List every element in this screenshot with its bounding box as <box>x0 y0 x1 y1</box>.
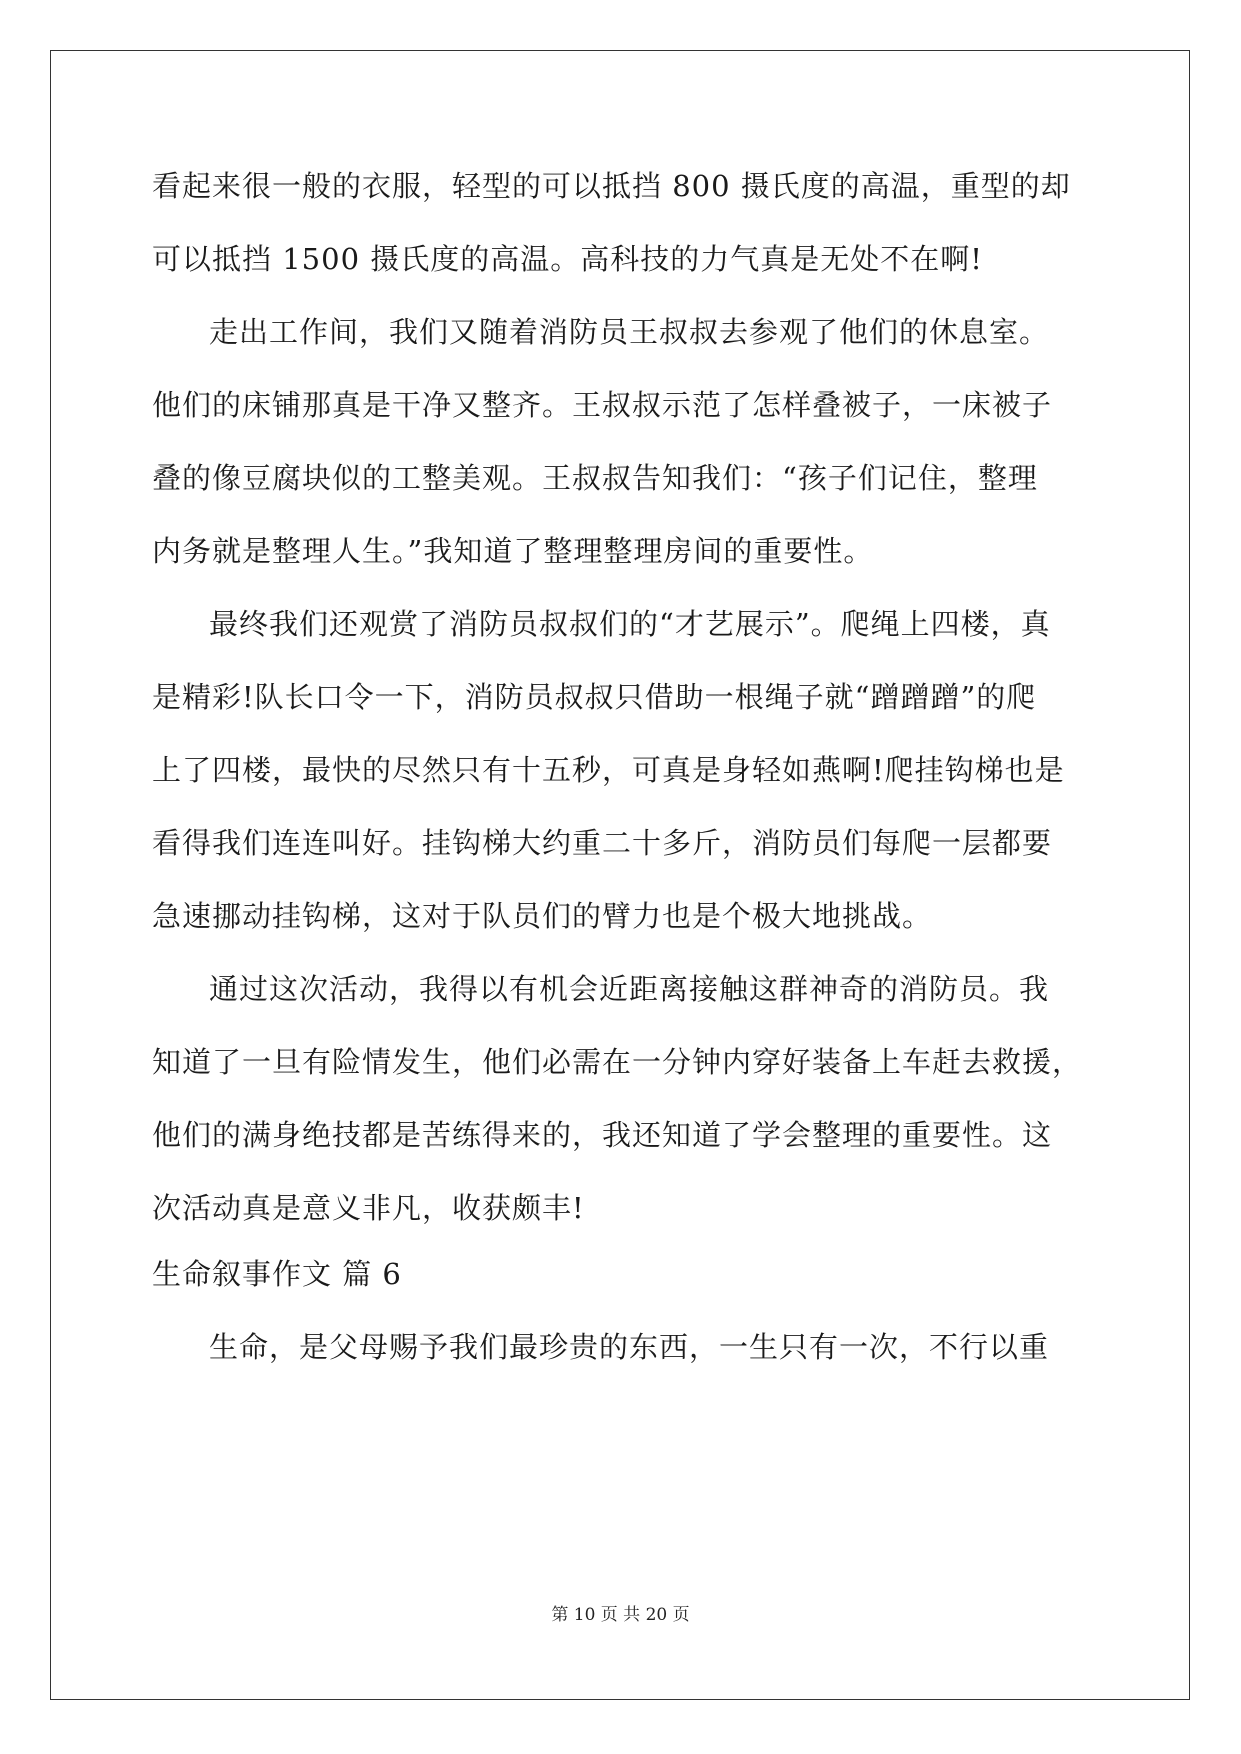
text-line: 知道了一旦有险情发生，他们必需在一分钟内穿好装备上车赶去救援， <box>152 1045 1083 1079</box>
text-line: 最终我们还观赏了消防员叔叔们的“才艺展示”。爬绳上四楼，真 <box>209 607 1051 641</box>
page-border <box>50 50 1190 1700</box>
text-line: 看起来很一般的衣服，轻型的可以抵挡 800 摄氏度的高温，重型的却 <box>152 169 1071 203</box>
section-heading: 生命叙事作文 篇 6 <box>152 1257 402 1291</box>
text-line: 他们的床铺那真是干净又整齐。王叔叔示范了怎样叠被子，一床被子 <box>152 388 1053 422</box>
text-line: 内务就是整理人生。”我知道了整理整理房间的重要性。 <box>152 534 874 568</box>
text-line: 可以抵挡 1500 摄氏度的高温。高科技的力气真是无处不在啊! <box>152 242 983 276</box>
text-line: 看得我们连连叫好。挂钩梯大约重二十多斤，消防员们每爬一层都要 <box>152 826 1053 860</box>
text-line: 上了四楼，最快的尽然只有十五秒，可真是身轻如燕啊!爬挂钩梯也是 <box>152 753 1065 787</box>
page-footer: 第 10 页 共 20 页 <box>551 1605 690 1625</box>
text-line: 急速挪动挂钩梯，这对于队员们的臂力也是个极大地挑战。 <box>152 899 933 933</box>
text-line: 次活动真是意义非凡，收获颇丰! <box>152 1191 585 1225</box>
text-line: 他们的满身绝技都是苦练得来的，我还知道了学会整理的重要性。这 <box>152 1118 1053 1152</box>
text-line: 生命，是父母赐予我们最珍贵的东西，一生只有一次，不行以重 <box>209 1330 1050 1364</box>
text-line: 走出工作间，我们又随着消防员王叔叔去参观了他们的休息室。 <box>209 315 1050 349</box>
text-line: 叠的像豆腐块似的工整美观。王叔叔告知我们：“孩子们记住，整理 <box>152 461 1038 495</box>
text-line: 通过这次活动，我得以有机会近距离接触这群神奇的消防员。我 <box>209 972 1050 1006</box>
text-line: 是精彩!队长口令一下，消防员叔叔只借助一根绳子就“蹭蹭蹭”的爬 <box>152 680 1037 714</box>
